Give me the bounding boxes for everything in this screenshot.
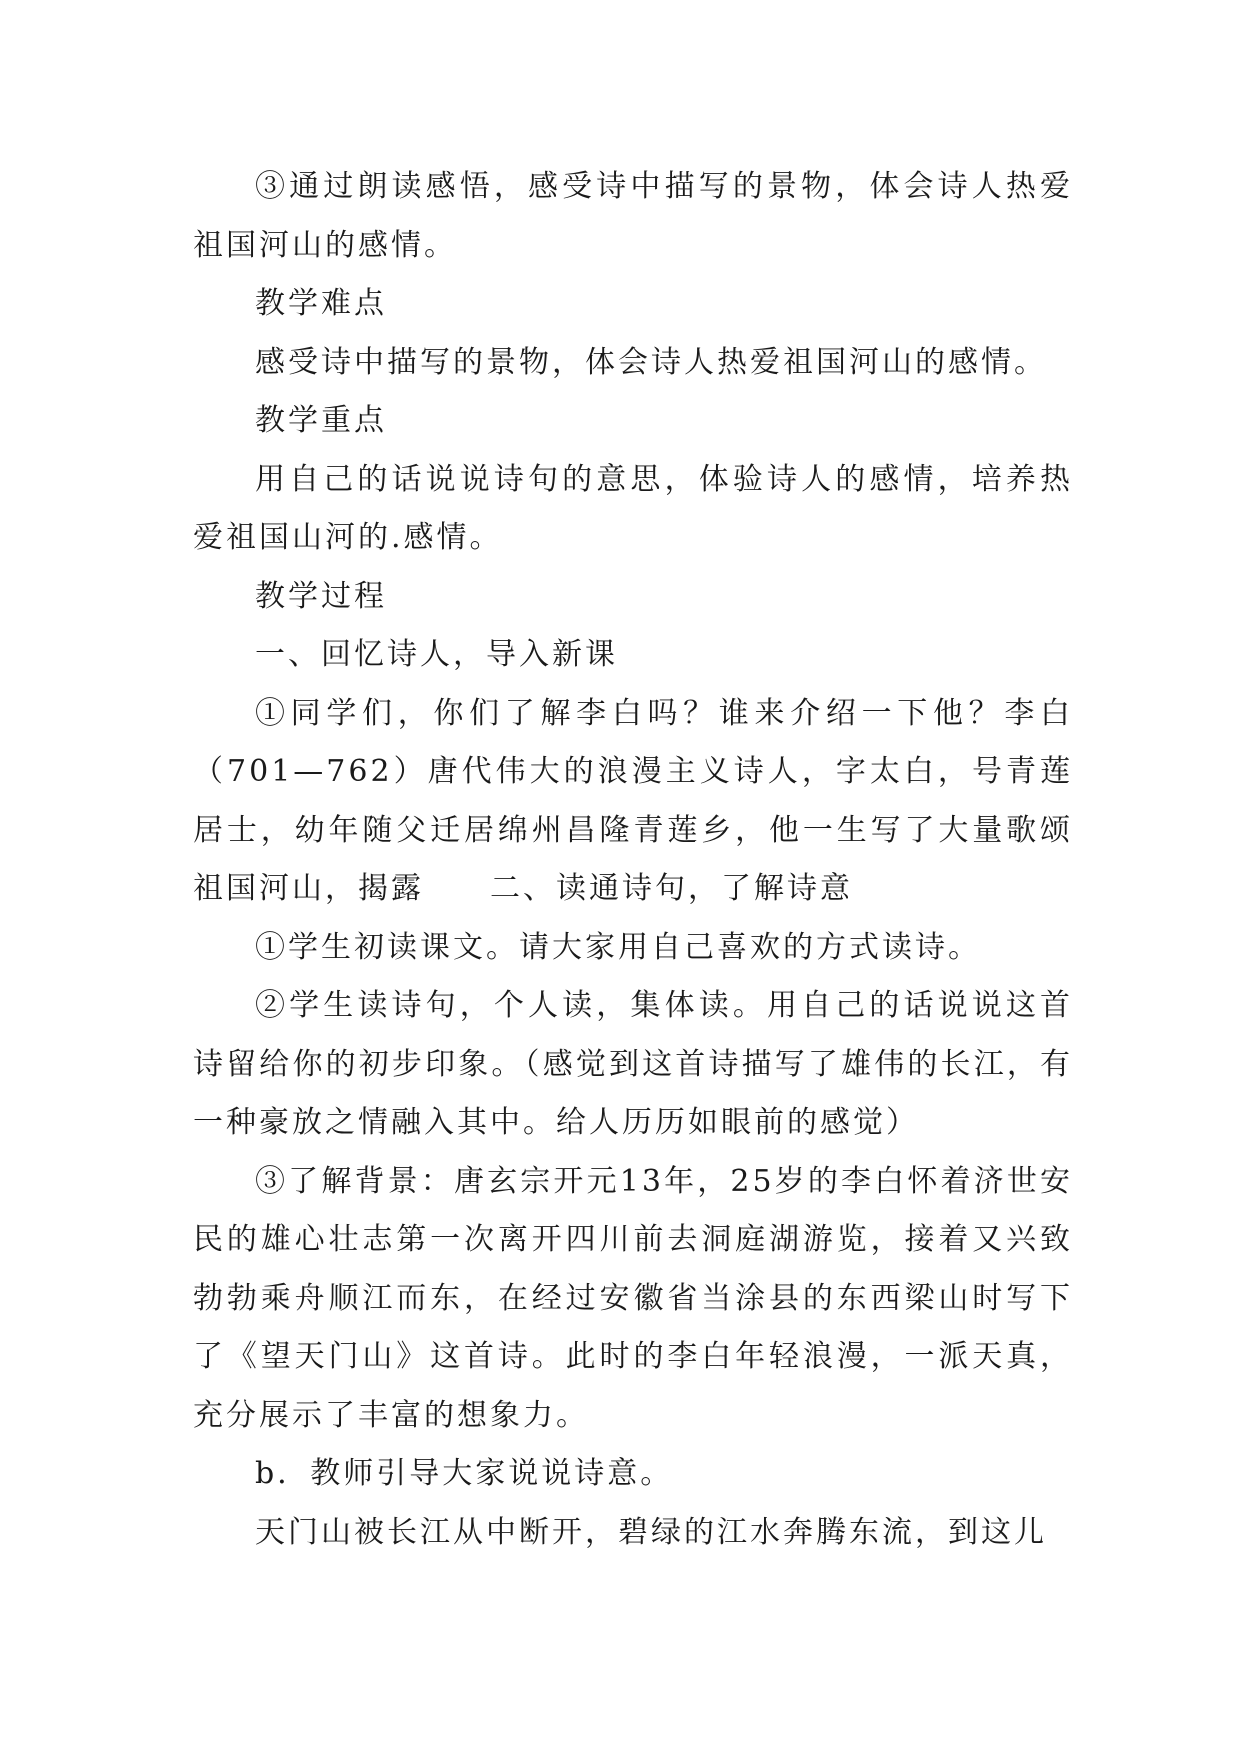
- heading-teaching-focus: 教学重点: [255, 403, 387, 438]
- heading-teaching-process: 教学过程: [255, 578, 387, 614]
- paragraph-about-li-bai: ①同学们，你们了解李白吗？谁来介绍一下他？李白（701—762）唐代伟大的浪漫主义诗人，字太白，号青莲居士，幼年随父迁居绵州昌隆青莲乡，他一生写了大量歌颂祖国河山，揭露 二、读通诗句，了解诗意: [193, 695, 1073, 906]
- paragraph-difficulty: 感受诗中描写的景物，体会诗人热爱祖国河山的感情。: [255, 344, 1047, 380]
- heading-teaching-difficulty: 教学难点: [255, 286, 387, 321]
- paragraph-objective-3: ③通过朗读感悟，感受诗中描写的景物，体会诗人热爱祖国河山的感情。: [193, 169, 1073, 263]
- paragraph-focus: 用自己的话说说诗句的意思，体验诗人的感情，培养热爱祖国山河的.感情。: [193, 461, 1073, 555]
- paragraph-background: ③了解背景：唐玄宗开元13年，25岁的李白怀着济世安民的雄心壮志第一次离开四川前去洞庭湖游览，接着又兴致勃勃乘舟顺江而东，在经过安徽省当涂县的东西梁山时写下了《望天门山》这首诗。此时的李白年轻浪漫，一派天真，充分展示了丰富的想象力。: [193, 1163, 1073, 1433]
- document-body: [193, 158, 1073, 1562]
- paragraph-first-reading: ①学生初读课文。请大家用自己喜欢的方式读诗。: [255, 929, 981, 965]
- paragraph-impression: ②学生读诗句，个人读，集体读。用自己的话说说这首诗留给你的初步印象。（感觉到这首诗描写了雄伟的长江，有一种豪放之情融入其中。给人历历如眼前的感觉）: [193, 988, 1073, 1140]
- paragraph-poem-meaning: 天门山被长江从中断开，碧绿的江水奔腾东流，到这儿: [255, 1514, 1047, 1550]
- paragraph-guide-meaning: b．教师引导大家说说诗意。: [255, 1456, 674, 1491]
- heading-section-1: 一、回忆诗人，导入新课: [255, 637, 618, 672]
